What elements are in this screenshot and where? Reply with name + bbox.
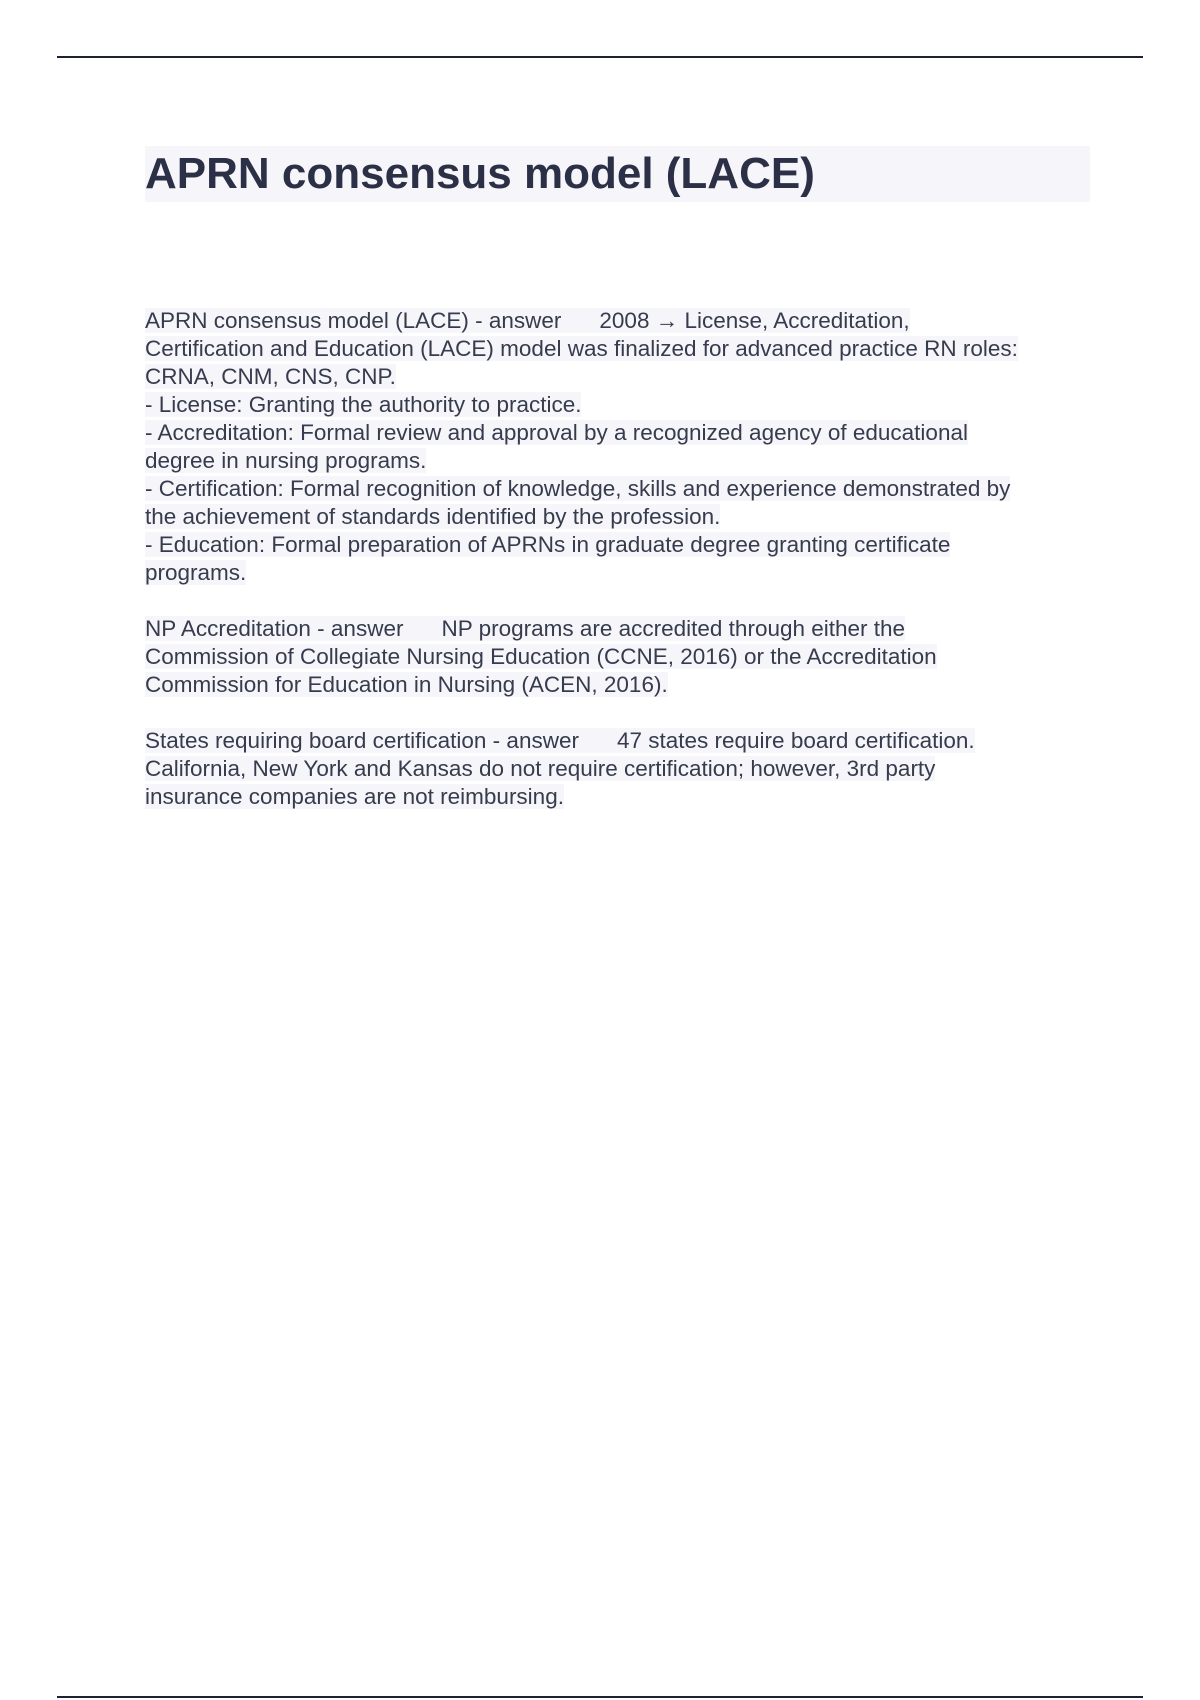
flashcard bbox=[145, 727, 1090, 811]
flashcard-answer-line: degree in nursing programs. bbox=[145, 448, 427, 473]
flashcard bbox=[145, 307, 1090, 587]
document-body bbox=[145, 146, 1090, 839]
flashcard-answer-line: 47 states require board certification. bbox=[616, 728, 975, 753]
flashcard-answer-line: - Education: Formal preparation of APRNs in graduate degree granting certificate bbox=[145, 532, 951, 557]
page-title: APRN consensus model (LACE) bbox=[145, 149, 815, 198]
footer-rule bbox=[57, 1696, 1143, 1698]
flashcard-answer-line: - Accreditation: Formal review and approval by a recognized agency of educational bbox=[145, 420, 968, 445]
flashcard-answer-line: Commission of Collegiate Nursing Education (CCNE, 2016) or the Accreditation bbox=[145, 644, 937, 669]
flashcard-term: States requiring board certification - answer bbox=[145, 728, 579, 753]
flashcard-list bbox=[145, 307, 1090, 811]
flashcard-term: APRN consensus model (LACE) - answer bbox=[145, 308, 562, 333]
flashcard-answer-line: 2008 → License, Accreditation, bbox=[599, 308, 910, 333]
flashcard-answer-line: programs. bbox=[145, 560, 247, 585]
flashcard-answer-line: CRNA, CNM, CNS, CNP. bbox=[145, 364, 396, 389]
flashcard bbox=[145, 615, 1090, 699]
flashcard-answer-line: NP programs are accredited through either the bbox=[441, 616, 906, 641]
title-band bbox=[145, 146, 1090, 202]
flashcard-answer-line: Certification and Education (LACE) model was finalized for advanced practice RN roles: bbox=[145, 336, 1018, 361]
flashcard-term: NP Accreditation - answer bbox=[145, 616, 404, 641]
flashcard-answer-line: the achievement of standards identified by the profession. bbox=[145, 504, 721, 529]
flashcard-answer-line: California, New York and Kansas do not require certification; however, 3rd party bbox=[145, 756, 936, 781]
header-rule bbox=[57, 56, 1143, 58]
flashcard-answer-line: - Certification: Formal recognition of knowledge, skills and experience demonstrated by bbox=[145, 476, 1011, 501]
flashcard-answer-line: - License: Granting the authority to practice. bbox=[145, 392, 582, 417]
flashcard-answer-line: insurance companies are not reimbursing. bbox=[145, 784, 564, 809]
flashcard-answer-line: Commission for Education in Nursing (ACEN, 2016). bbox=[145, 672, 668, 697]
